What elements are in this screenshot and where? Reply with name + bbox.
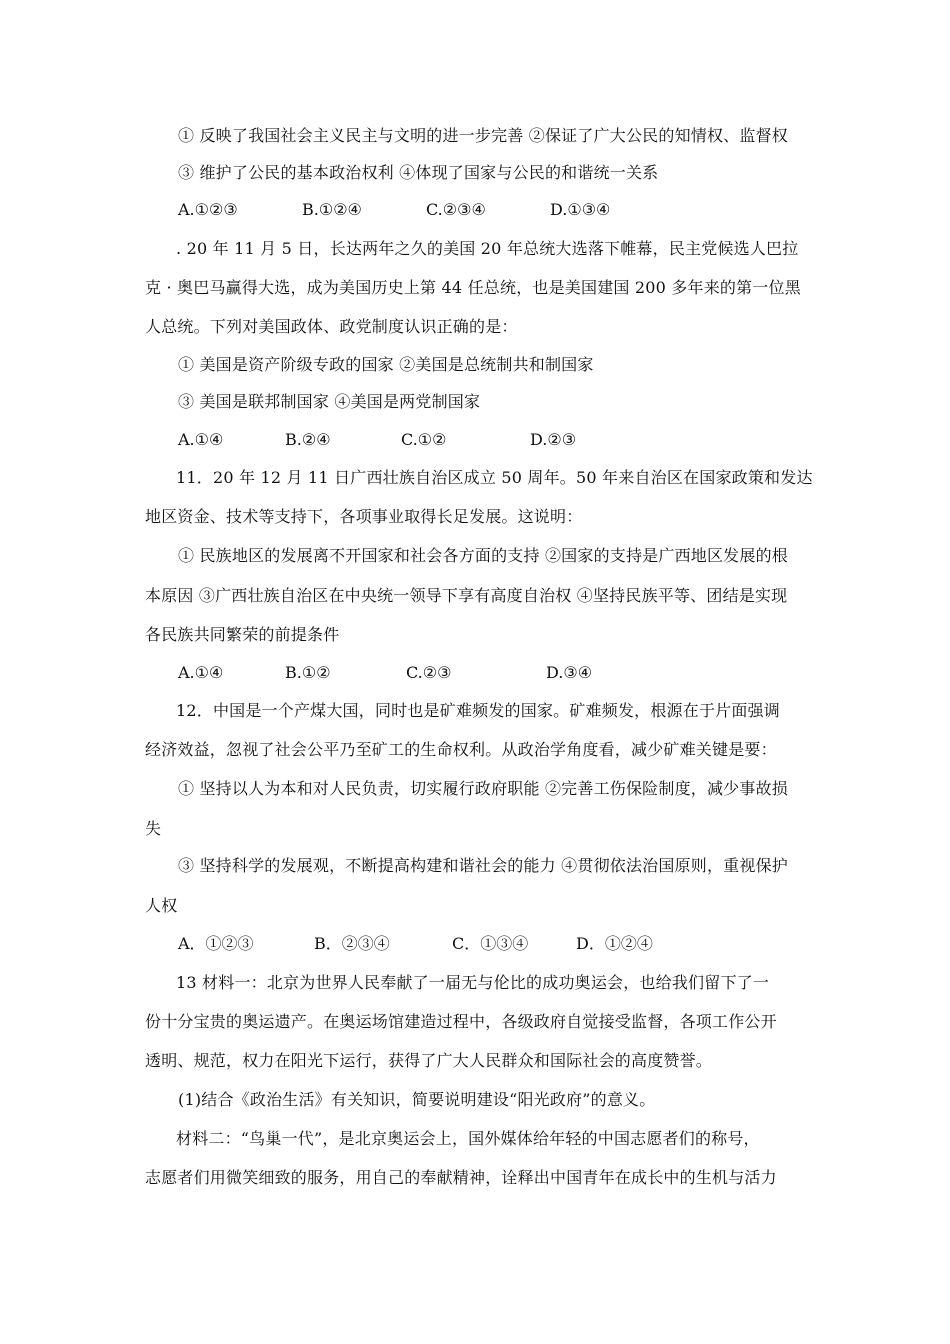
q10-intro-line-2: 克 · 奥巴马赢得大选，成为美国历史上第 44 任总统，也是美国建国 200 多年来的第一位黑 — [145, 278, 801, 297]
q10-option-b: B.②④ — [285, 430, 331, 449]
q9-statement-1: ① 反映了我国社会主义民主与文明的进一步完善 ②保证了广大公民的知情权、监督权 — [178, 126, 788, 145]
q11-statement-1: ① 民族地区的发展离不开国家和社会各方面的支持 ②国家的支持是广西地区发展的根 — [178, 546, 788, 565]
q11-option-d: D.③④ — [546, 663, 593, 682]
q12-option-d: D．①②④ — [576, 934, 653, 953]
q13-material-1-line-3: 透明、规范，权力在阳光下运行，获得了广大人民群众和国际社会的高度赞誉。 — [145, 1051, 713, 1070]
q10-intro-line-1: . 20 年 11 月 5 日，长达两年之久的美国 20 年总统大选落下帷幕，民主党候选人巴拉 — [176, 239, 799, 258]
q10-option-a: A.①④ — [178, 430, 224, 449]
q13-material-1-line-1: 13 材料一：北京为世界人民奉献了一届无与伦比的成功奥运会，也给我们留下了一 — [176, 973, 770, 992]
q11-option-b: B.①② — [285, 663, 331, 682]
q9-option-d: D.①③④ — [550, 200, 611, 219]
q10-statement-2: ③ 美国是联邦制国家 ④美国是两党制国家 — [178, 392, 481, 411]
q10-option-c: C.①② — [401, 430, 447, 449]
q13-material-2-line-1: 材料二：“鸟巢一代”，是北京奥运会上，国外媒体给年轻的中国志愿者们的称号， — [176, 1129, 760, 1148]
q11-statement-2: 本原因 ③广西壮族自治区在中央统一领导下享有高度自治权 ④坚持民族平等、团结是实现 — [145, 586, 788, 605]
q12-statement-2: ③ 坚持科学的发展观，不断提高构建和谐社会的能力 ④贯彻依法治国原则，重视保护 — [178, 856, 788, 875]
q12-options — [178, 933, 778, 955]
q12-intro-line-1: 12．中国是一个产煤大国，同时也是矿难频发的国家。矿难频发，根源在于片面强调 — [176, 701, 780, 720]
q12-statement-1-cont: 失 — [145, 819, 162, 838]
q12-option-a: A．①②③ — [178, 934, 254, 953]
q9-option-b: B.①②④ — [302, 200, 362, 219]
q13-material-2-line-2: 志愿者们用微笑细致的服务，用自己的奉献精神，诠释出中国青年在成长中的生机与活力 — [145, 1168, 777, 1187]
q10-options — [178, 429, 778, 451]
q11-intro-line-1: 11．20 年 12 月 11 日广西壮族自治区成立 50 周年。50 年来自治区在国家政策和发达 — [176, 468, 813, 487]
q9-option-a: A.①②③ — [178, 200, 238, 219]
q11-option-a: A.①④ — [178, 663, 224, 682]
q13-question-1: (1)结合《政治生活》有关知识，简要说明建设“阳光政府”的意义。 — [178, 1090, 656, 1109]
q10-intro-line-3: 人总统。下列对美国政体、政党制度认识正确的是： — [145, 317, 518, 336]
q12-statement-2-cont: 人权 — [145, 896, 178, 915]
q10-statement-1: ① 美国是资产阶级专政的国家 ②美国是总统制共和制国家 — [178, 355, 594, 374]
q12-intro-line-2: 经济效益，忽视了社会公平乃至矿工的生命权利。从政治学角度看，减少矿难关键是要： — [145, 740, 777, 759]
q9-statement-2: ③ 维护了公民的基本政治权利 ④体现了国家与公民的和谐统一关系 — [178, 163, 659, 182]
q9-option-c: C.②③④ — [426, 200, 486, 219]
q11-options — [178, 662, 778, 684]
q11-option-c: C.②③ — [406, 663, 452, 682]
q10-option-d: D.②③ — [530, 430, 577, 449]
q12-option-c: C．①③④ — [452, 934, 529, 953]
q13-material-1-line-2: 份十分宝贵的奥运遗产。在奥运场馆建造过程中，各级政府自觉接受监督，各项工作公开 — [145, 1012, 777, 1031]
q11-intro-line-2: 地区资金、技术等支持下，各项事业取得长足发展。这说明： — [145, 507, 583, 526]
q12-option-b: B．②③④ — [314, 934, 390, 953]
q12-statement-1: ① 坚持以人为本和对人民负责，切实履行政府职能 ②完善工伤保险制度，减少事故损 — [178, 779, 788, 798]
q11-statement-3: 各民族共同繁荣的前提条件 — [145, 625, 340, 644]
q9-options — [178, 199, 778, 221]
